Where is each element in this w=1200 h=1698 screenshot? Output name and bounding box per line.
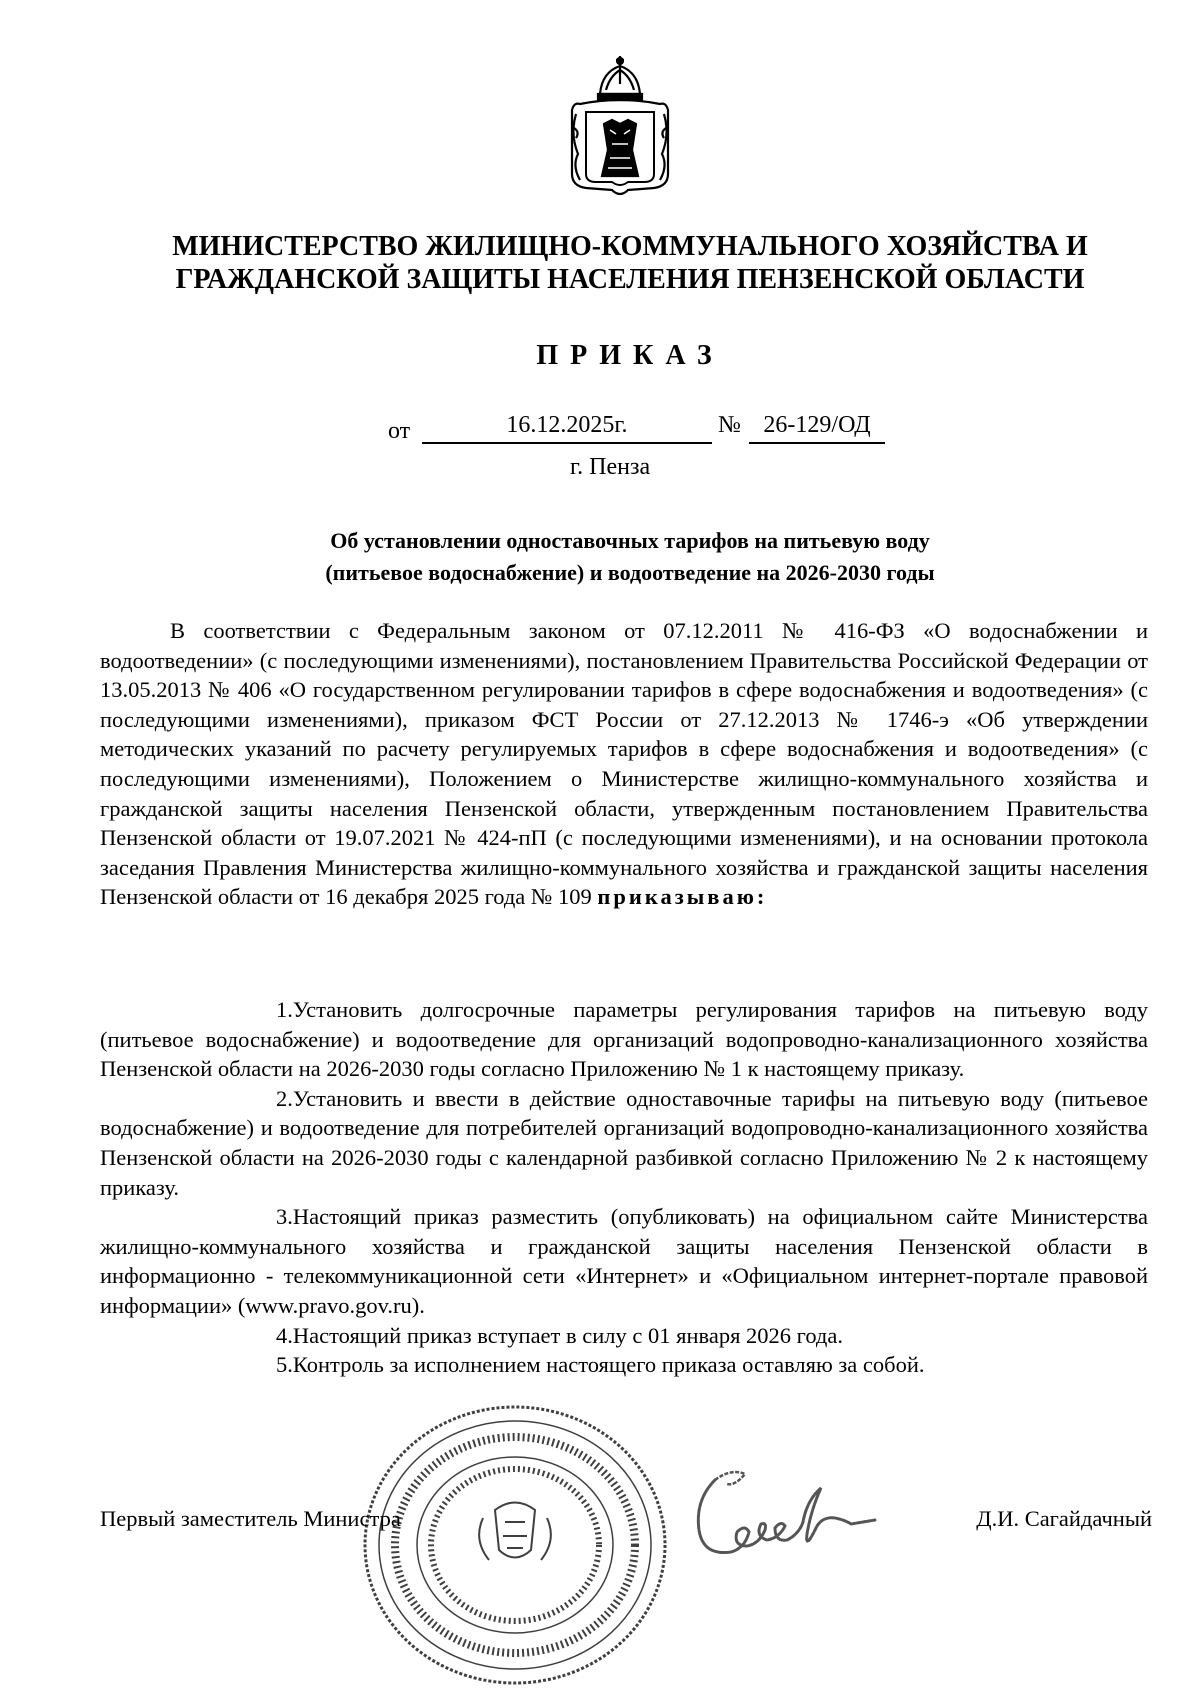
- order-items: [100, 995, 1148, 1380]
- item-text: Контроль за исполнением настоящего приказа оставляю за собой.: [292, 1352, 925, 1378]
- number-label: №: [718, 412, 741, 438]
- date-number-row: [0, 412, 1200, 448]
- organization-name: [0, 230, 1200, 296]
- order-item: [100, 1084, 1148, 1202]
- item-text: Настоящий приказ вступает в силу с 01 января 2026 года.: [292, 1322, 843, 1348]
- item-number: 5.: [276, 1352, 293, 1378]
- order-item: [100, 1350, 1148, 1380]
- order-subject: [0, 525, 1200, 589]
- organization-name-line-2: ГРАЖДАНСКОЙ ЗАЩИТЫ НАСЕЛЕНИЯ ПЕНЗЕНСКОЙ ОБЛАСТИ: [175, 264, 1085, 295]
- city: г. Пенза: [570, 454, 651, 480]
- item-number: 1.: [276, 997, 293, 1022]
- order-number: 26-129/ОД: [749, 412, 885, 444]
- coat-of-arms-icon: [566, 54, 674, 200]
- order-word: приказываю:: [597, 884, 768, 910]
- order-item: [100, 995, 1148, 1084]
- organization-name-line-1: МИНИСТЕРСТВО ЖИЛИЩНО-КОММУНАЛЬНОГО ХОЗЯЙСТВА И: [172, 231, 1088, 262]
- preamble-paragraph: [100, 616, 1148, 912]
- item-number: 3.: [276, 1204, 293, 1230]
- order-subject-line-1: Об установлении одноставочных тарифов на питьевую воду: [330, 528, 930, 553]
- item-number: 4.: [276, 1322, 293, 1348]
- handwritten-signature-icon: [675, 1460, 905, 1580]
- item-number: 2.: [276, 1085, 293, 1111]
- order-subject-line-2: (питьевое водоснабжение) и водоотведение на 2026-2030 годы: [325, 560, 935, 585]
- document-type-title: ПРИКАЗ: [536, 340, 724, 371]
- order-item: [100, 1202, 1148, 1320]
- preamble-text: В соответствии с Федеральным законом от 07.12.2011 № 416-ФЗ «О водоснабжении и водоотведении» (с последующими изменениями), постановлением Правительства Российской Федерации от 13.05.2013 № 406 «О государственном регулировании тарифов в сфере водоснабжения и водоотведения» (с последующими изменениями), приказом ФСТ России от 27.12.2013 № 1746-э «Об утверждении методических указаний по расчету регулируемых тарифов в сфере водоснабжения и водоотведения» (с последующими изменениями), Положением о Министерстве жилищно-коммунального хозяйства и гражданской защиты населения Пензенской области, утвержденным постановлением Правительства Пензенской области от 19.07.2021 № 424-пП (с последующими изменениями), и на основании протокола заседания Правления Министерства жилищно-коммунального хозяйства и гражданской защиты населения Пензенской области от 16 декабря 2025 года № 109: [100, 618, 1148, 910]
- signatory-name: Д.И. Сагайдачный: [976, 1506, 1152, 1531]
- item-text: Настоящий приказ разместить (опубликовать) на официальном сайте Министерства жилищно-коммунального хозяйства и гражданской защиты населения Пензенской области в информационно - телекоммуникационной сети «Интернет» и «Официальном интернет-портале правовой информации» (www.pravo.gov.ru).: [100, 1204, 1148, 1318]
- date-label: от: [388, 418, 411, 444]
- official-seal-icon: [355, 1400, 675, 1690]
- signatory-position: Первый заместитель Министра: [100, 1506, 401, 1531]
- item-text: Установить долгосрочные параметры регулирования тарифов на питьевую воду (питьевое водоснабжение) и водоотведение для организаций водопроводно-канализационного хозяйства Пензенской области на 2026-2030 годы согласно Приложению № 1 к настоящему приказу.: [100, 997, 1148, 1082]
- item-text: Установить и ввести в действие одноставочные тарифы на питьевую воду (питьевое водоснабжение) и водоотведение для потребителей организаций водопроводно-канализационного хозяйства Пензенской области на 2026-2030 годы с календарной разбивкой согласно Приложению № 2 к настоящему приказу.: [100, 1085, 1148, 1200]
- order-item: [100, 1321, 1148, 1351]
- order-date: 16.12.2025г.: [422, 412, 712, 444]
